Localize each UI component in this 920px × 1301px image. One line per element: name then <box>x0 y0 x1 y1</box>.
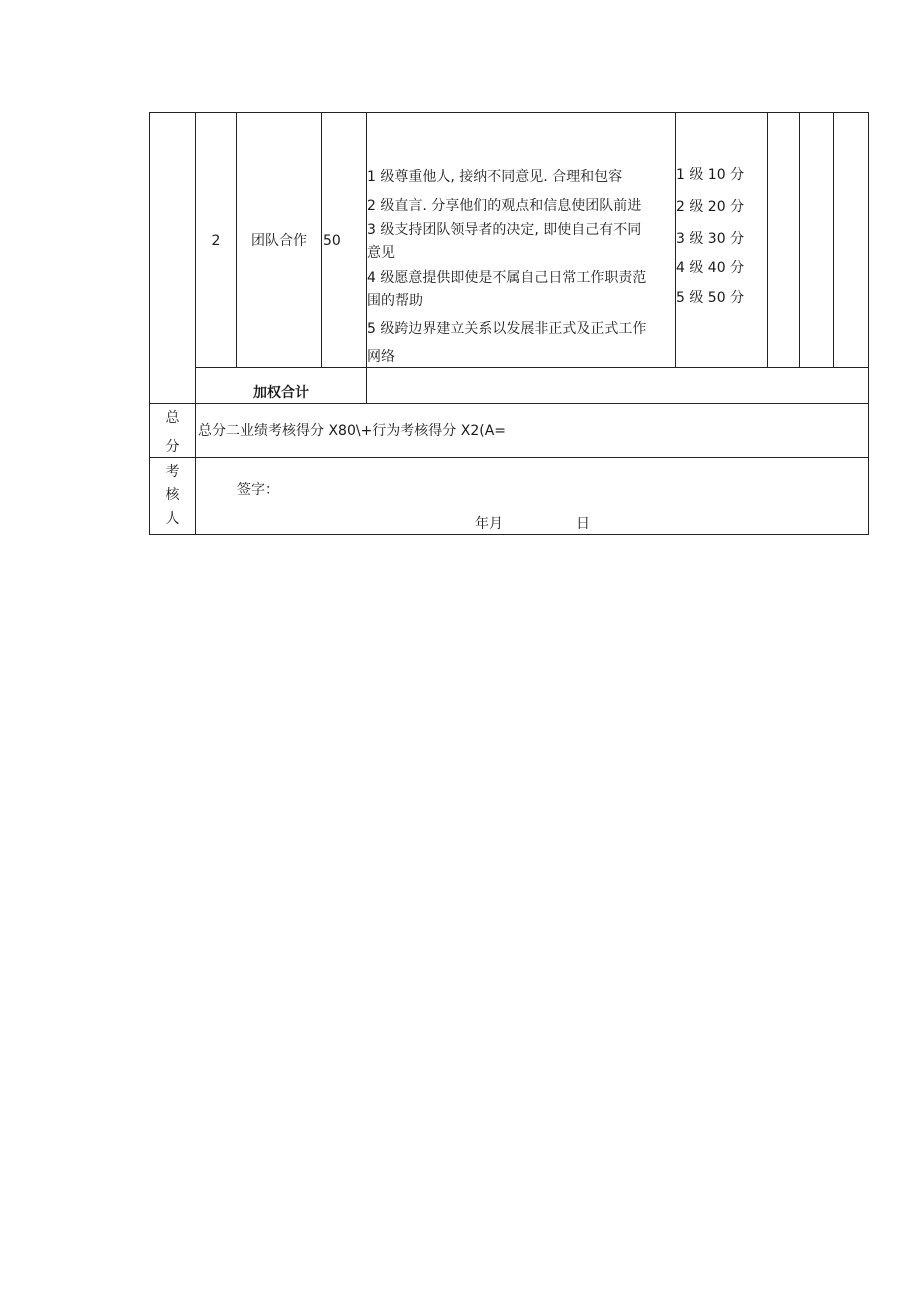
criteria-line: 围的帮助 <box>367 293 423 309</box>
table-border-right <box>868 112 869 535</box>
col-divider-1 <box>195 112 196 535</box>
item-weight: 50 <box>323 233 341 249</box>
level-score: 4 级 40 分 <box>676 260 745 276</box>
criteria-line: 意见 <box>367 245 395 261</box>
criteria-line: 网络 <box>367 349 395 365</box>
criteria-line: 2 级直言. 分享他们的观点和信息使团队前进 <box>367 198 642 214</box>
level-score: 3 级 30 分 <box>676 231 745 247</box>
level-score: 1 级 10 分 <box>676 167 745 183</box>
date-year-month: 年月 <box>475 516 503 532</box>
item-number: 2 <box>211 233 221 249</box>
reviewer-label-char: 考 <box>165 464 180 480</box>
reviewer-label-char: 人 <box>165 511 180 527</box>
col-divider-7 <box>799 112 800 368</box>
col-divider-8 <box>833 112 834 368</box>
criteria-line: 5 级跨边界建立关系以发展非正式及正式工作 <box>367 321 647 337</box>
col-divider-6 <box>767 112 768 368</box>
criteria-line: 1 级尊重他人, 接纳不同意见. 合理和包容 <box>367 169 623 185</box>
col-divider-3 <box>321 112 322 368</box>
total-label-char: 分 <box>165 439 180 455</box>
weighted-total-label: 加权合计 <box>253 385 309 401</box>
level-score: 5 级 50 分 <box>676 290 745 306</box>
date-day: 日 <box>576 516 590 532</box>
criteria-line: 3 级支持团队领导者的决定, 即使自己有不同 <box>367 222 642 238</box>
row-divider-2 <box>149 403 869 404</box>
table-border-top <box>149 112 869 113</box>
signature-label: 签字： <box>237 482 279 498</box>
table-border-bottom <box>149 534 869 535</box>
reviewer-label-char: 核 <box>165 487 180 503</box>
total-label-char: 总 <box>165 410 180 426</box>
row-divider-3 <box>149 457 869 458</box>
level-score: 2 级 20 分 <box>676 199 745 215</box>
item-name: 团队合作 <box>251 233 307 249</box>
total-formula: 总分二业绩考核得分 X80\+行为考核得分 X2(A= <box>198 423 507 439</box>
criteria-line: 4 级愿意提供即使是不属自己日常工作职责范 <box>367 270 647 286</box>
